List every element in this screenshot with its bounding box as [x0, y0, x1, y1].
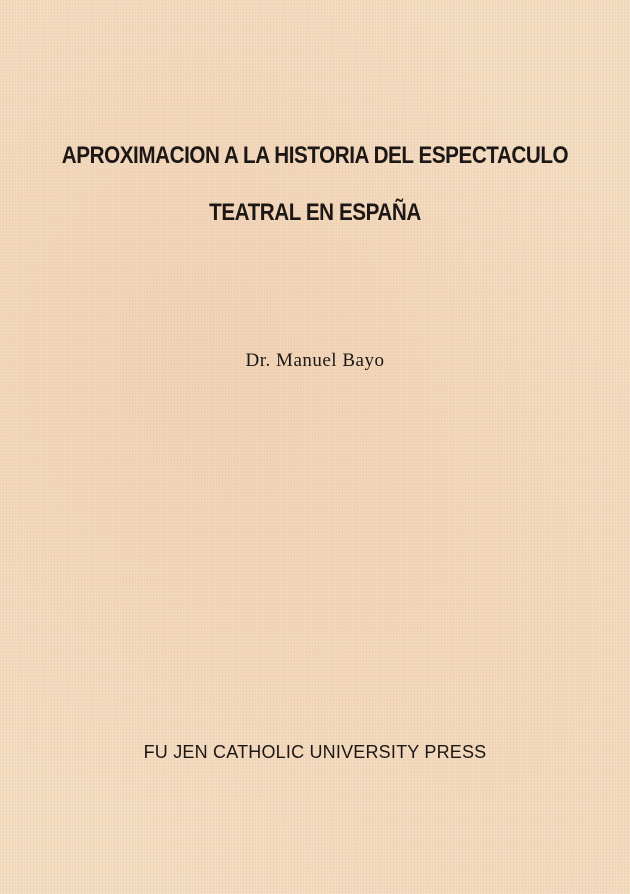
title-line-2: TEATRAL EN ESPAÑA [209, 199, 421, 226]
title-line-1: APROXIMACION A LA HISTORIA DEL ESPECTACULO [61, 142, 569, 169]
publisher-name: FU JEN CATHOLIC UNIVERSITY PRESS [143, 742, 487, 762]
author-name: Dr. Manuel Bayo [245, 350, 385, 371]
